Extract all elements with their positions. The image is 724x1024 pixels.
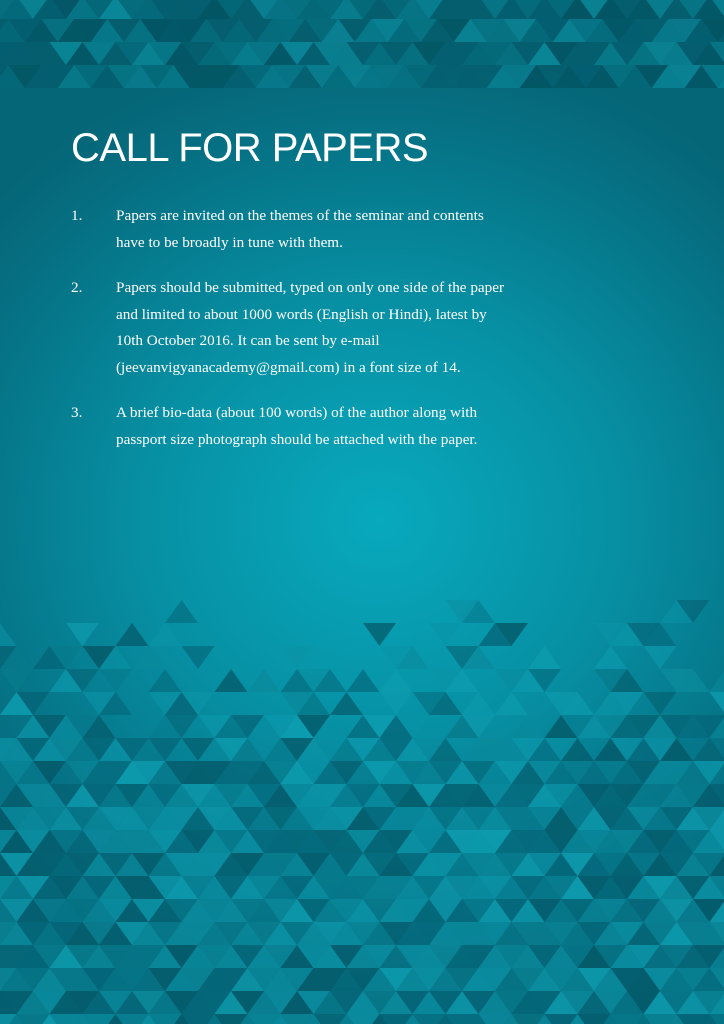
top-pattern-band bbox=[0, 0, 724, 88]
call-for-papers-list bbox=[71, 203, 541, 472]
list-item bbox=[71, 203, 541, 256]
list-item-line: passport size photograph should be attached with the paper. bbox=[116, 430, 478, 448]
page-title: CALL FOR PAPERS bbox=[71, 126, 429, 170]
list-item bbox=[71, 400, 541, 453]
list-item bbox=[71, 275, 541, 381]
list-item-number: 2. bbox=[71, 279, 83, 296]
list-item-line: 10th October 2016. It can be sent by e-mail bbox=[116, 332, 380, 349]
list-item-line: have to be broadly in tune with them. bbox=[116, 233, 343, 251]
list-item-number: 1. bbox=[71, 207, 83, 224]
list-item-line: Papers are invited on the themes of the seminar and contents bbox=[116, 207, 484, 224]
list-item-line: (jeevanvigyanacademy@gmail.com) in a font size of 14. bbox=[116, 358, 461, 376]
list-item-line: A brief bio-data (about 100 words) of the author along with bbox=[116, 404, 478, 421]
list-item-line: Papers should be submitted, typed on only one side of the paper bbox=[116, 279, 505, 296]
list-item-line: and limited to about 1000 words (English or Hindi), latest by bbox=[116, 305, 487, 323]
list-item-number: 3. bbox=[71, 404, 83, 421]
